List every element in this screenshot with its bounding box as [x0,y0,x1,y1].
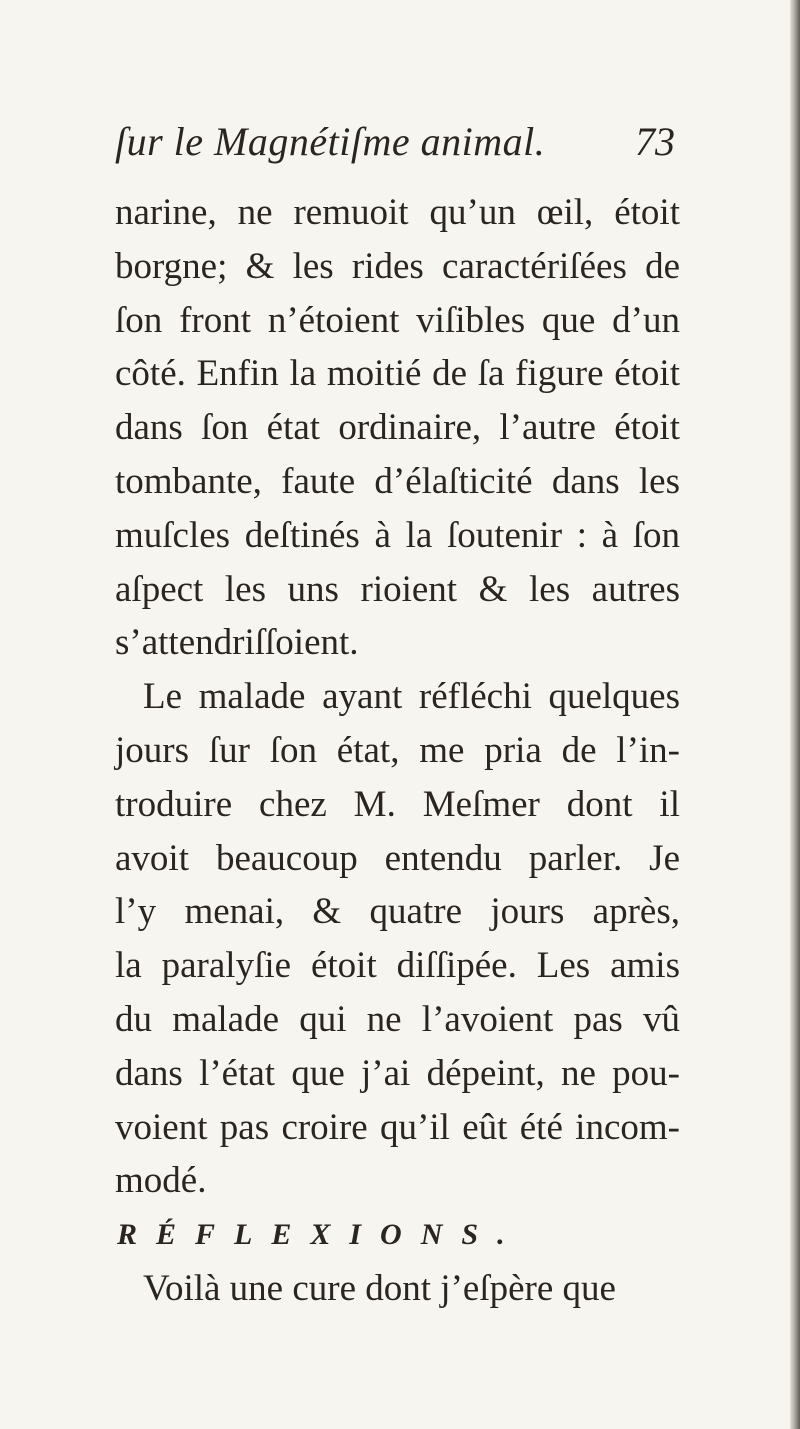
text-line: Voilà une cure dont j’eſpère que [143,1267,616,1309]
text-line: du malade qui ne l’avoient pas vû [115,998,680,1040]
text-line: narine, ne remuoit qu’un œil, étoit [115,192,680,233]
text-line: jours ſur ſon état, me pria de l’in- [115,729,680,771]
text-line: l’y menai, & quatre jours après, [115,891,680,933]
text-line: côté. Enfin la moitié de ſa figure étoit [115,353,680,395]
body-text [115,186,680,1316]
page-edge [790,0,800,1429]
page-header [115,118,675,178]
text-line: dans l’état que j’ai dépeint, ne pou- [115,1052,680,1094]
text-line: aſpect les uns rioient & les autres [115,568,680,610]
text-line: borgne; & les rides caractériſées de [115,245,680,287]
text-line: voient pas croire qu’il eût été incom- [115,1106,680,1148]
page-number: 73 [635,119,675,164]
text-line: tombante, faute d’élaſticité dans les [115,460,680,502]
text-line: Le malade ayant réfléchi quelques [143,676,680,718]
text-line: s’attendriſſoient. [115,622,359,664]
text-line: troduire chez M. Meſmer dont il [115,783,680,825]
text-line: muſcles deſtinés à la ſoutenir : à ſon [115,514,680,556]
text-line: modé. [115,1160,207,1202]
section-heading: RÉFLEXIONS. [117,1218,524,1252]
text-line: avoit beaucoup entendu parler. Je [115,837,680,879]
text-line: dans ſon état ordinaire, l’autre étoit [115,407,680,449]
text-line: ſon front n’étoient viſibles que d’un [115,299,680,341]
text-line: la paralyſie étoit diſſipée. Les amis [115,945,680,987]
running-title: ſur le Magnétiſme animal. [115,119,546,164]
